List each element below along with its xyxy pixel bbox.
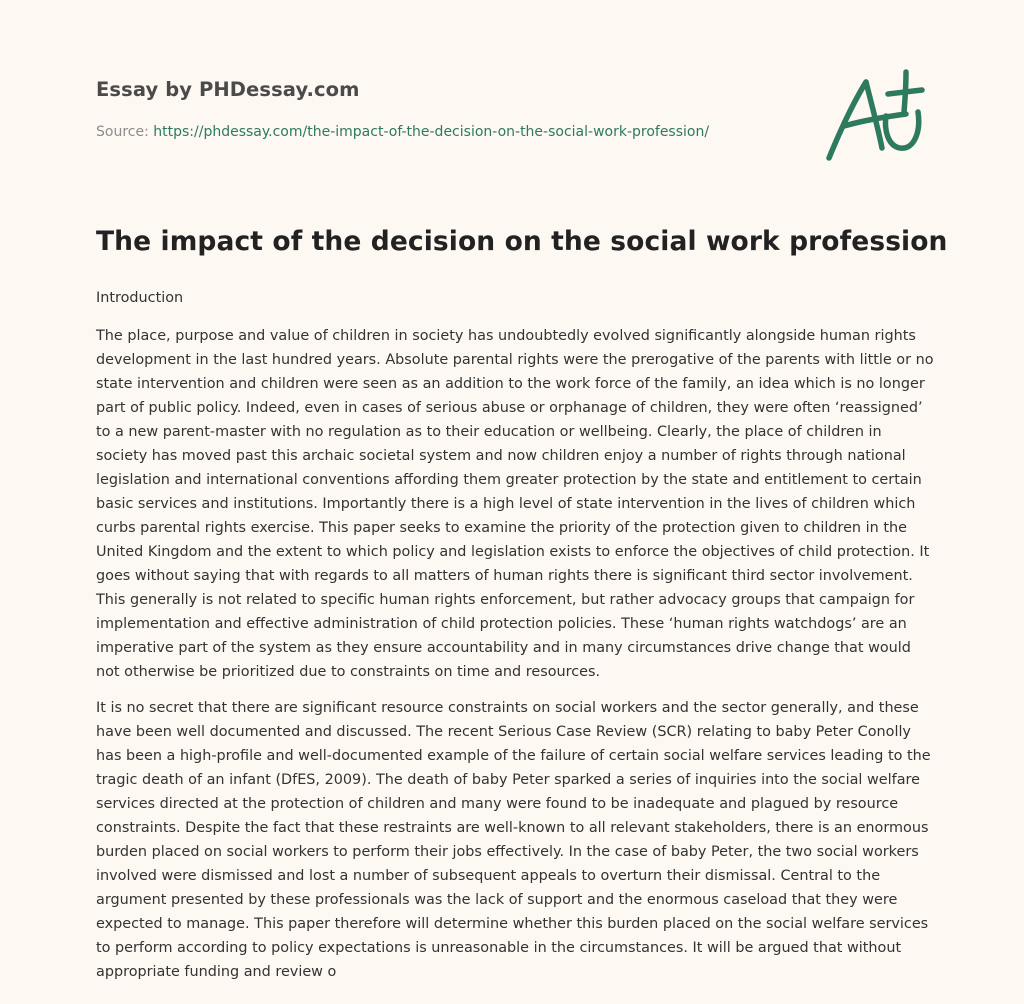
essay-title: The impact of the decision on the social work profession xyxy=(96,226,948,257)
source-link[interactable]: https://phdessay.com/the-impact-of-the-decision-on-the-social-work-profession/ xyxy=(153,124,710,140)
essay-paragraph: The place, purpose and value of children in society has undoubtedly evolved significantly alongside human rights development in the last hundred years. Absolute parental rights were the prerogative of the parents with little or no state intervention and children were seen as an addition to the work force of the family, an idea which is no longer part of public policy. Indeed, even in cases of serious abuse or orphanage of children, they were often ‘reassigned’ to a new parent-master with no regulation as to their education or wellbeing. Clearly, the place of children in society has moved past this archaic societal system and now children enjoy a number of rights through national legislation and international conventions affording them greater protection by the state and entitlement to certain basic services and institutions. Importantly there is a high level of state intervention in the lives of children which curbs parental rights exercise. This paper seeks to examine the priority of the protection given to children in the United Kingdom and the extent to which policy and legislation exists to enforce the objectives of child protection. It goes without saying that with regards to all matters of human rights there is significant third sector involvement. This generally is not related to specific human rights enforcement, but rather advocacy groups that campaign for implementation and effective administration of child protection policies. These ‘human rights watchdogs’ are an imperative part of the system as they ensure accountability and in many circumstances drive change that would not otherwise be prioritized due to constraints on time and resources. xyxy=(96,328,934,680)
source-label: Source: xyxy=(96,124,154,140)
essay-paragraph: It is no secret that there are significant resource constraints on social workers and the sector generally, and these have been well documented and discussed. The recent Serious Case Review (SCR) relating to baby Peter Conolly has been a high-profile and well-documented example of the failure of certain social welfare services leading to the tragic death of an infant (DfES, 2009). The death of baby Peter sparked a series of inquiries into the social welfare services directed at the protection of children and many were found to be inadequate and plagued by resource constraints. Despite the fact that these restraints are well-known to all relevant stakeholders, there is an enormous burden placed on social workers to perform their jobs effectively. In the case of baby Peter, the two social workers involved were dismissed and lost a number of subsequent appeals to overturn their dismissal. Central to the argument presented by these professionals was the lack of support and the enormous caseload that they were expected to manage. This paper therefore will determine whether this burden placed on the social welfare services to perform according to policy expectations is unreasonable in the circumstances. It will be argued that without appropriate funding and review o xyxy=(96,700,931,980)
section-heading: Introduction xyxy=(96,290,184,306)
a-plus-grade-icon xyxy=(824,66,928,164)
site-brand: Essay by PHDessay.com xyxy=(96,78,360,101)
source-line xyxy=(96,124,709,140)
essay-body xyxy=(96,286,936,996)
